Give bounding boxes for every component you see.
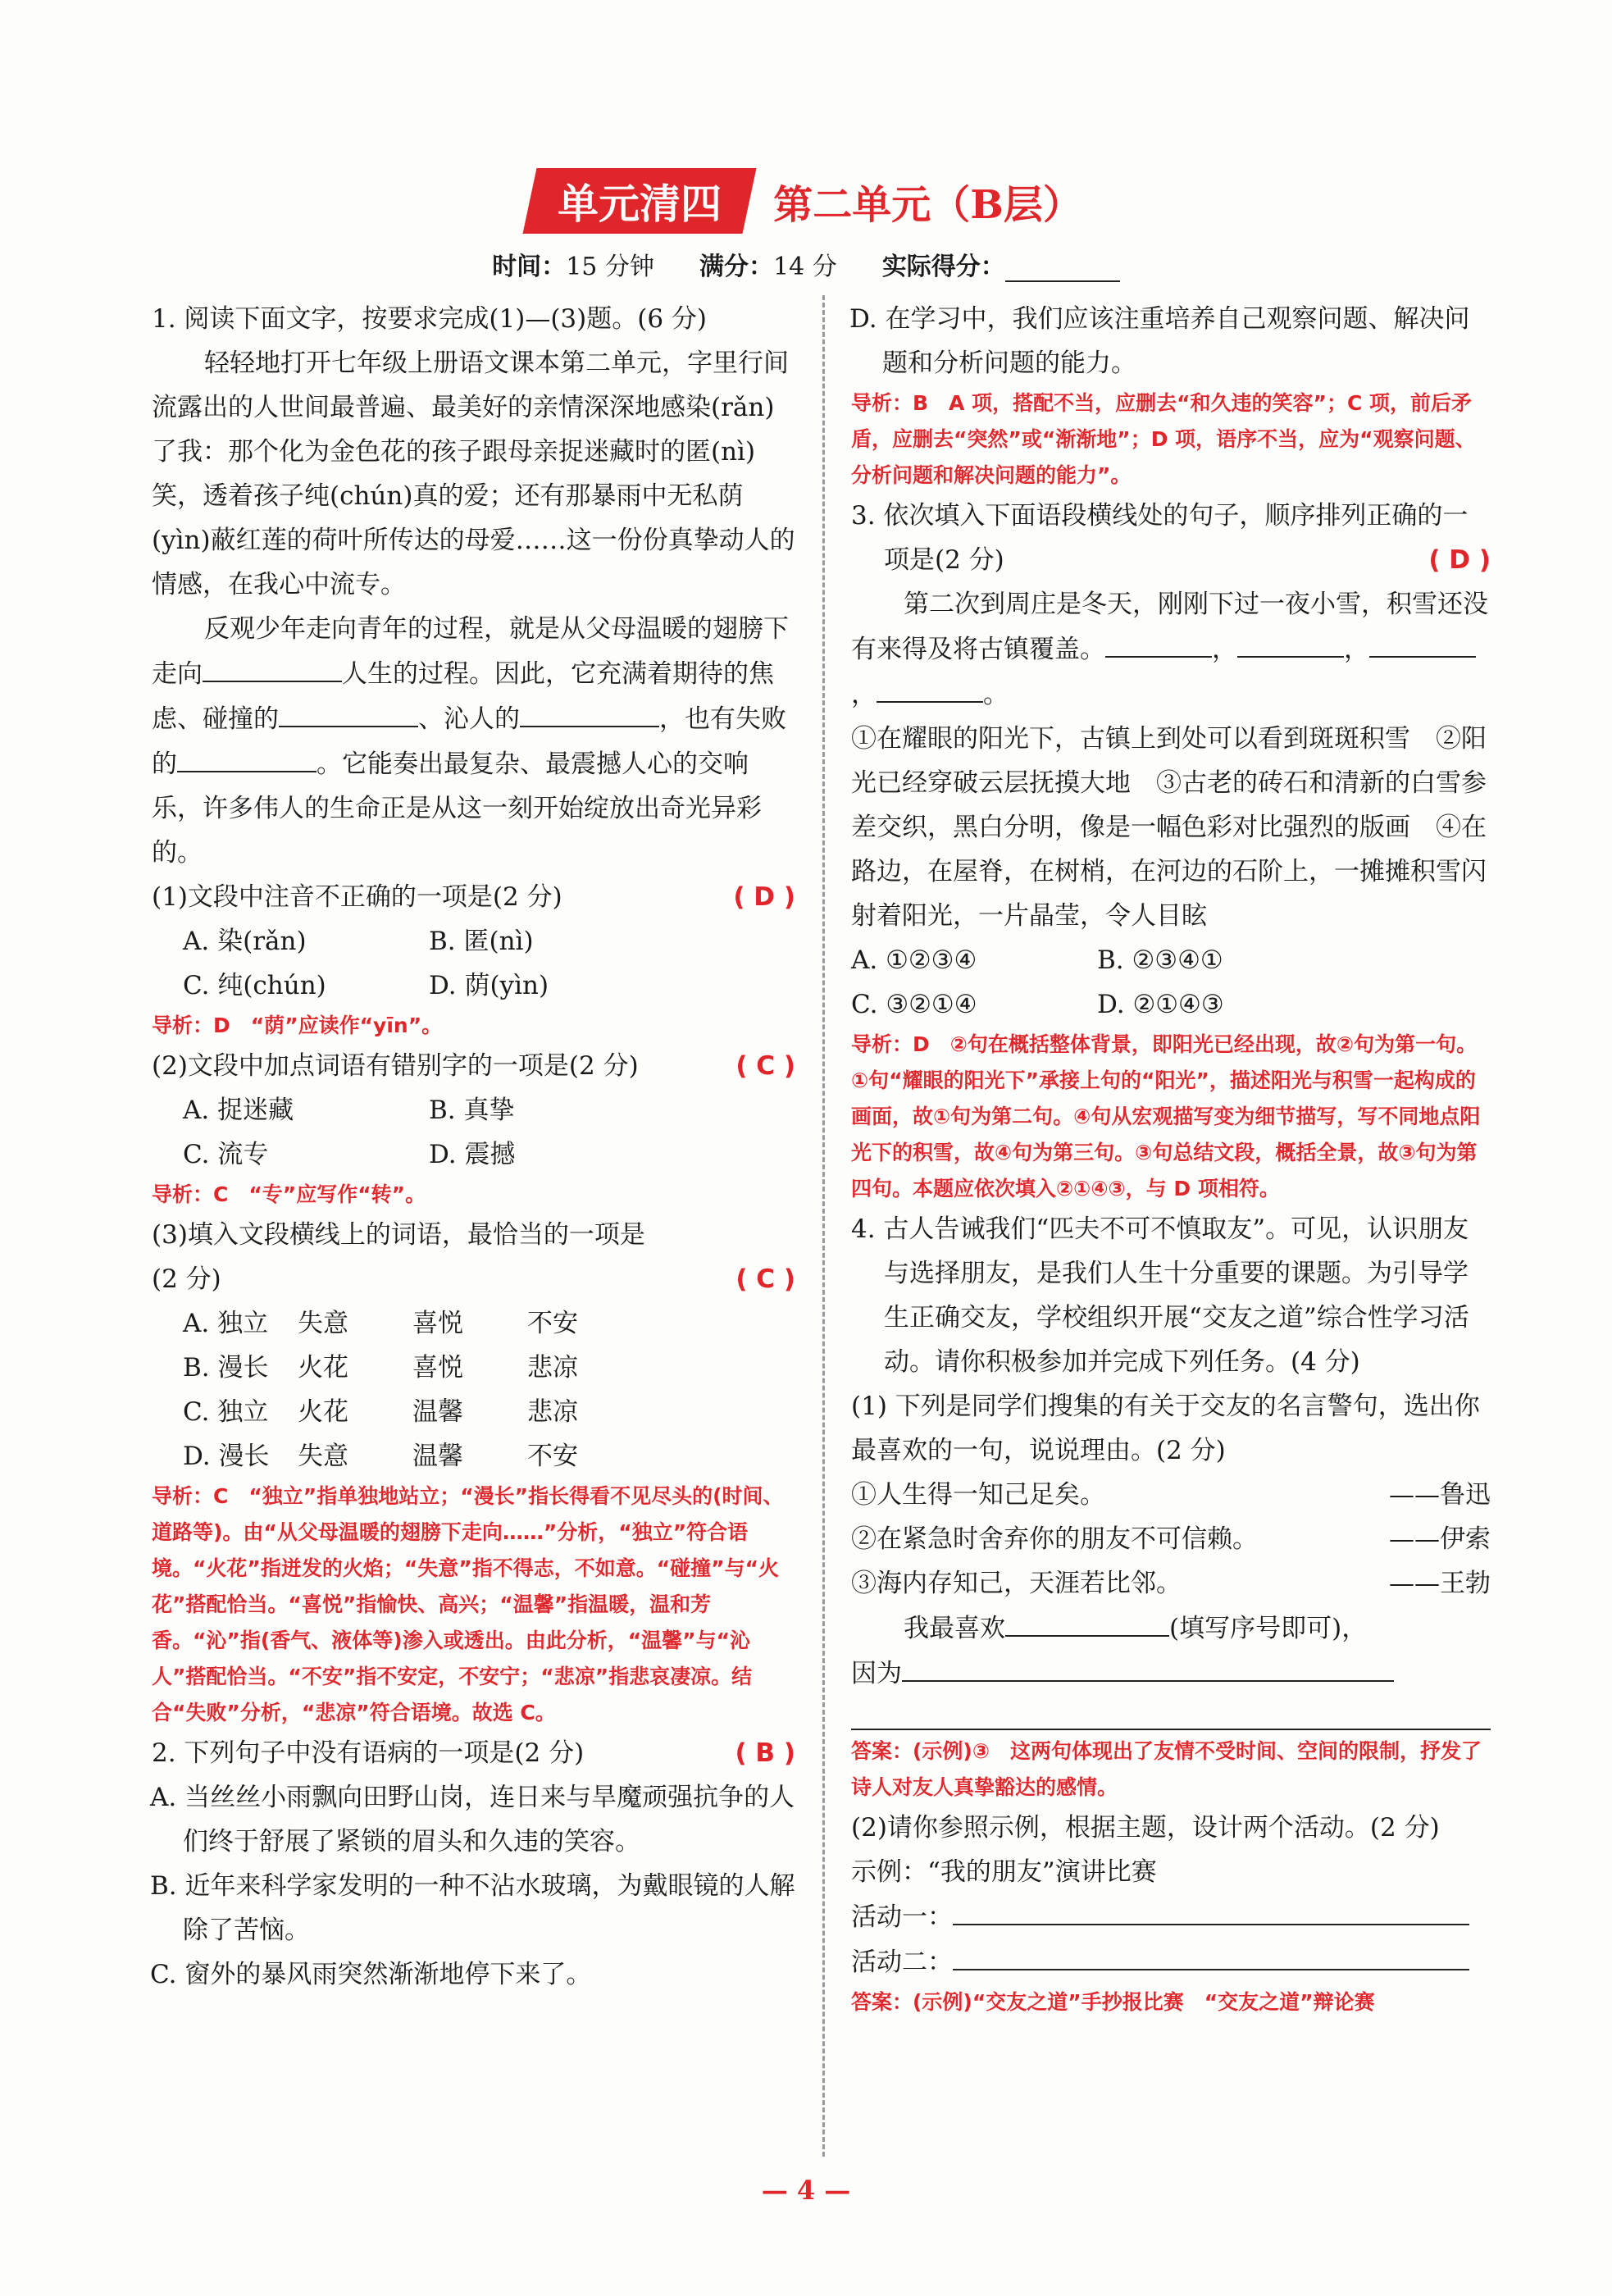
q4-reason-line: 因为	[851, 1651, 1491, 1696]
q1-stem: 1. 阅读下面文字，按要求完成(1)—(3)题。(6 分)	[152, 304, 708, 334]
q3-blank-4[interactable]	[877, 672, 983, 703]
option-b: B. ②③④①	[1097, 945, 1223, 975]
time-value: 15 分钟	[566, 253, 654, 281]
q4-sub1-stem: (1) 下列是同学们搜集的有关于交友的名言警句，选出你最喜欢的一句，说说理由。(2 分)	[851, 1392, 1480, 1465]
option-a: A. ①②③④	[851, 945, 977, 975]
option-a: A. 捉迷藏	[183, 1096, 294, 1125]
q1-sub3-stem: (3)填入文段横线上的词语，最恰当的一项是	[152, 1220, 645, 1250]
q1-sub1-options-row1	[152, 919, 795, 963]
q1-sub1-answer: ( D )	[733, 882, 795, 912]
q1-sub2-options-row2	[152, 1132, 795, 1177]
time-label: 时间：	[492, 253, 567, 281]
reason-blank[interactable]	[902, 1651, 1394, 1682]
option-c: C. 纯(chún)	[183, 971, 326, 1000]
q1-blank-2[interactable]	[279, 696, 418, 727]
q1-passage-para1: 轻轻地打开七年级上册语文课本第二单元，字里行间流露出的人世间最普遍、最美好的亲情深深地感染(rǎn)了我：那个化为金色花的孩子跟母亲捉迷藏时的匿(nì)笑，透着孩子纯(chún)真的爱；还有那暴雨中无私荫(yìn)蔽红莲的荷叶所传达的母爱……这一份份真挚动人的情感，在我心中流专。	[152, 348, 795, 599]
q1-blank-1[interactable]	[203, 651, 342, 682]
q4-activity2: 活动二：	[851, 1939, 1491, 1984]
option-d: D. 震撼	[429, 1140, 516, 1169]
q1-sub2-answer: ( C )	[735, 1051, 795, 1081]
activity-1-blank[interactable]	[953, 1894, 1469, 1925]
title-area	[0, 168, 1612, 234]
quote-item: ②在紧急时舍弃你的朋友不可信赖。 ——伊索	[851, 1524, 1491, 1554]
q4-example: 示例：“我的朋友”演讲比赛	[851, 1857, 1157, 1887]
q3-sentences: ①在耀眼的阳光下，古镇上到处可以看到斑斑积雪 ②阳光已经穿破云层抚摸大地 ③古老的砖石和清新的白雪参差交织，黑白分明，像是一幅色彩对比强烈的版画 ④在路边，在屋脊，在树梢，在河边的石阶上，一摊摊积雪闪射着阳光，一片晶莹，令人目眩	[851, 724, 1487, 931]
right-column	[851, 297, 1491, 2020]
page-number: — 4 —	[761, 2175, 851, 2206]
q4-sub2-answer: 答案：(示例)“交友之道”手抄报比赛 “交友之道”辩论赛	[851, 1990, 1375, 2014]
option-a: A. 染(rǎn)	[183, 927, 307, 956]
q1-blank-4[interactable]	[177, 741, 316, 772]
q3-blank-1[interactable]	[1105, 626, 1212, 658]
q1-sub2-stem: (2)文段中加点词语有错别字的一项是(2 分) ( C )	[152, 1044, 795, 1088]
q1-sub3-analysis: 导析：C “独立”指单独地站立；“漫长”指长得看不见尽头的(时间、道路等)。由“从父母温暖的翅膀下走向……”分析，“独立”符合语境。“火花”指迸发的火焰；“失意”指不得志，不如意。“碰撞”与“火花”搭配恰当。“喜悦”指愉快、高兴；“温馨”指温暖，温和芳香。“沁”指(香气、液体等)渗入或透出。由此分析，“温馨”与“沁人”搭配恰当。“不安”指不安定，不安宁；“悲凉”指悲哀凄凉。结合“失败”分析，“悲凉”符合语境。故选 C。	[152, 1484, 784, 1724]
q4-stem: 4. 古人告诫我们“匹夫不可不慎取友”。可见，认识朋友与选择朋友，是我们人生十分重要的课题。为引导学生正确交友，学校组织开展“交友之道”综合性学习活动。请你积极参加并完成下列任务。(4 分)	[851, 1214, 1469, 1377]
q1-sub1-analysis: 导析：D “荫”应读作“yīn”。	[152, 1014, 443, 1037]
option-d: D. ②①④③	[1097, 990, 1224, 1019]
activity-2-blank[interactable]	[953, 1939, 1469, 1970]
meta-row	[0, 246, 1612, 282]
q1-sub2-analysis: 导析：C “专”应写作“转”。	[152, 1182, 426, 1206]
reason-blank-line-2[interactable]	[851, 1696, 1491, 1730]
q3-passage: 第二次到周庄是冬天，刚刚下过一夜小雪，积雪还没有来得及将古镇覆盖。 ， ，， 。	[851, 590, 1488, 709]
q3-answer: ( D )	[1428, 545, 1491, 575]
q1-sub3-option-row: C. 独立 火花 温馨 悲凉	[183, 1397, 578, 1427]
actual-score-blank[interactable]	[1005, 256, 1120, 282]
actual-score-label: 实际得分：	[881, 253, 1005, 281]
q1-sub1-stem: (1)文段中注音不正确的一项是(2 分) ( D )	[152, 875, 795, 919]
q1-sub3-option-row: A. 独立 失意 喜悦 不安	[183, 1309, 578, 1338]
q4-activity1: 活动一：	[851, 1894, 1491, 1939]
option-d: D. 荫(yìn)	[429, 971, 549, 1000]
q2-option-a: A. 当丝丝小雨飘向田野山岗，连日来与旱魔顽强抗争的人们终于舒展了紧锁的眉头和久违的笑容。	[150, 1783, 795, 1856]
quote-item: ③海内存知己，天涯若比邻。 ——王勃	[851, 1569, 1491, 1598]
left-column	[152, 297, 795, 1997]
q2-option-b: B. 近年来科学家发明的一种不沾水玻璃，为戴眼镜的人解除了苦恼。	[150, 1871, 795, 1945]
q4-favorite-line: 我最喜欢 (填写序号即可)，	[851, 1606, 1491, 1651]
q4-sub1-answer: 答案：(示例)③ 这两句体现出了友情不受时间、空间的限制，抒发了诗人对友人真挚豁达的感情。	[851, 1739, 1482, 1799]
q2-stem: 2. 下列句子中没有语病的一项是(2 分) ( B )	[152, 1731, 795, 1775]
page-title: 第二单元（B层）	[773, 181, 1082, 228]
option-b: B. 真挚	[429, 1096, 515, 1125]
column-divider	[822, 295, 825, 2157]
q1-sub3-option-row: D. 漫长 失意 温馨 不安	[183, 1442, 578, 1471]
q4-sub2-stem: (2)请你参照示例，根据主题，设计两个活动。(2 分)	[851, 1813, 1440, 1843]
unit-badge: 单元清四	[523, 168, 757, 234]
q1-sub1-options-row2	[152, 963, 795, 1008]
q3-blank-2[interactable]	[1237, 626, 1344, 658]
option-c: C. 流专	[183, 1140, 269, 1169]
q3-options-row1	[851, 938, 1491, 982]
favorite-quote-blank[interactable]	[1005, 1606, 1169, 1637]
q3-blank-3[interactable]	[1369, 626, 1476, 658]
q1-sub3-answer: ( C )	[735, 1264, 795, 1294]
q3-analysis: 导析：D ②句在概括整体背景，即阳光已经出现，故②句为第一句。①句“耀眼的阳光下”承接上句的“阳光”，描述阳光与积雪一起构成的画面，故①句为第二句。④句从宏观描写变为细节描写，写不同地点阳光下的积雪，故④句为第三句。③句总结文段，概括全景，故③句为第四句。本题应依次填入②①④③，与 D 项相符。	[851, 1032, 1481, 1200]
score-label: 满分：	[699, 253, 773, 281]
q2-option-c: C. 窗外的暴风雨突然渐渐地停下来了。	[150, 1960, 592, 1989]
option-b: B. 匿(nì)	[429, 927, 534, 956]
score-value: 14 分	[773, 253, 837, 281]
q1-blank-3[interactable]	[520, 696, 659, 727]
q1-passage-para2: 反观少年走向青年的过程，就是从父母温暖的翅膀下走向 人生的过程。因此，它充满着期待的焦虑、碰撞的 、沁人的 ，也有失败的 。它能奏出最复杂、最震撼人心的交响乐，许多伟人的生命正是从这一刻开始绽放出奇光异彩的。	[152, 614, 789, 868]
q1-sub3-option-row: B. 漫长 火花 喜悦 悲凉	[183, 1353, 578, 1383]
q1-sub3-stem-score: (2 分) ( C )	[152, 1257, 795, 1301]
q2-option-d: D. 在学习中，我们应该注重培养自己观察问题、解决问题和分析问题的能力。	[849, 304, 1470, 378]
q2-answer: ( B )	[735, 1738, 795, 1768]
q2-analysis: 导析：B A 项，搭配不当，应删去“和久违的笑容”；C 项，前后矛盾，应删去“突然”或“渐渐地”；D 项，语序不当，应为“观察问题、分析问题和解决问题的能力”。	[851, 391, 1476, 487]
q3-stem: 3. 依次填入下面语段横线处的句子，顺序排列正确的一项是(2 分) ( D )	[851, 494, 1491, 582]
option-c: C. ③②①④	[851, 990, 977, 1019]
q1-sub2-options-row1	[152, 1088, 795, 1132]
quote-item: ①人生得一知己足矣。 ——鲁迅	[851, 1480, 1491, 1510]
q3-options-row2	[851, 982, 1491, 1027]
